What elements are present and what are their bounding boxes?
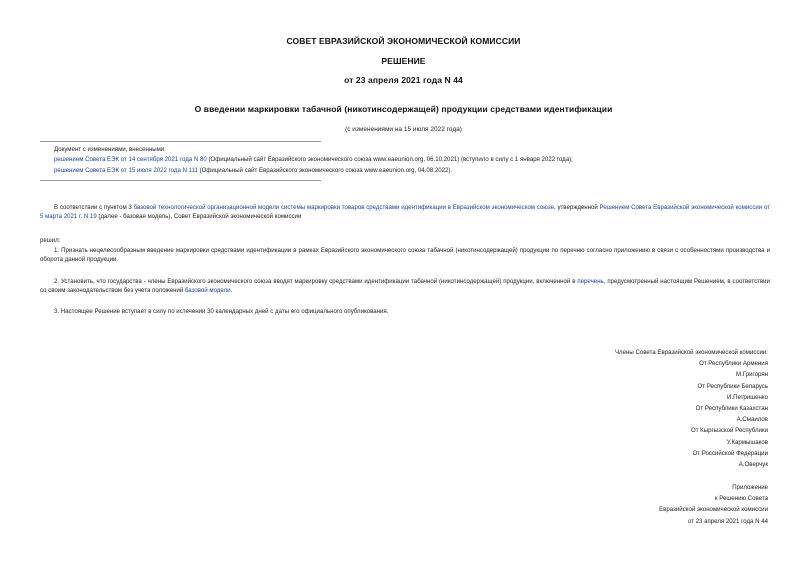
changes-item: [54, 166, 452, 176]
appendix-line: Евразийской экономической комиссии: [659, 506, 768, 514]
appendix-line: к Решению Совета: [714, 495, 768, 503]
organization-heading: СОВЕТ ЕВРАЗИЙСКОЙ ЭКОНОМИЧЕСКОЙ КОМИССИИ: [286, 36, 521, 46]
signature-country: От Российской Федерации: [692, 449, 768, 457]
appendix-line: от 23 апреля 2021 года N 44: [687, 517, 768, 525]
base-model-link[interactable]: базовой технологической организационной модели системы маркировки товаров средствами идентификации в Евразийском экономическом союзе: [133, 204, 554, 211]
paragraph-2-text: .: [230, 287, 233, 294]
document-title: О введении маркировки табачной (никотинсодержащей) продукции средствами идентификации: [194, 104, 613, 114]
signature-country: От Кыргызской Республики: [690, 427, 768, 435]
paragraph-2-text: , предусмотренный настоящим Решением, в соответствии со своим законодательством без учета положений: [40, 278, 770, 294]
paragraph-3-text: 3. Настоящее Решение вступает в силу по истечении 30 календарных дней с даты его официального опубликования.: [54, 308, 389, 315]
change-link-decision-111[interactable]: решением Совета ЕЭК от 15 июля 2022 года N 111: [54, 167, 198, 174]
changes-item: [54, 155, 573, 165]
date-number-heading: от 23 апреля 2021 года N 44: [344, 75, 463, 85]
signature-name: М.Григорян: [736, 371, 768, 379]
change-item-text: (Официальный сайт Евразийского экономического союза www.eaeunion.org, 06.10.2021) (вступило в силу с 1 января 2022 года);: [206, 156, 573, 163]
signature-country: От Республики Казахстан: [695, 405, 768, 413]
preamble-text: , утвержденной: [554, 204, 600, 211]
list-link[interactable]: перечень: [577, 278, 604, 285]
decided-label: решил:: [40, 237, 61, 244]
changes-top-divider: [40, 141, 321, 142]
signature-country: От Республики Беларусь: [697, 382, 768, 390]
signature-name: У.Кармышаков: [726, 438, 768, 446]
paragraph-1: [40, 246, 770, 264]
signature-country: От Республики Армения: [699, 360, 768, 368]
preamble-paragraph: [40, 203, 770, 221]
signatures-block: [615, 347, 768, 470]
paragraph-2-text: 2. Установить, что государства - члены Евразийского экономического союза вводят маркировку средствами идентификации табачной (никотинсодержащей) продукции, включенной в: [54, 278, 578, 285]
amendments-note: (с изменениями на 15 июля 2022 года): [345, 126, 462, 133]
changes-intro: Документ с изменениями, внесенными:: [54, 146, 166, 153]
decision-19-link[interactable]: Решением Совета Евразийской экономической комиссии от 5 марта 2021 г. N 19: [40, 204, 770, 220]
appendix-line: Приложение: [732, 484, 768, 491]
preamble-text: В соответствии с пунктом 3: [54, 204, 134, 211]
changes-bottom-divider: [40, 180, 321, 181]
change-item-text: (Официальный сайт Евразийского экономического союза www.eaeunion.org, 04.08.2022).: [197, 167, 453, 174]
paragraph-1-text: 1. Признать нецелесообразным введение маркировки средствами идентификации в рамках Евразийского экономического союза табачной (никотинсодержащей) продукции по перечню согласно приложению в связи с особенностями производства и оборота данной продукции.: [40, 247, 770, 263]
preamble-text: (далее - базовая модель), Совет Евразийской экономической комиссии: [96, 213, 302, 220]
signature-name: А.Оверчук: [738, 461, 768, 469]
signature-name: А.Смаилов: [736, 416, 768, 424]
paragraph-2: [40, 277, 770, 295]
change-link-decision-80[interactable]: решением Совета ЕЭК от 14 сентября 2021 года N 80: [54, 156, 207, 163]
document-type-heading: РЕШЕНИЕ: [381, 56, 426, 66]
paragraph-3: [40, 307, 770, 316]
signature-name: И.Петришенко: [727, 393, 768, 401]
base-model-link-2[interactable]: базовой модели: [184, 287, 231, 294]
signatures-heading: Члены Совета Евразийской экономической комиссии:: [615, 349, 768, 356]
appendix-block: [659, 482, 768, 527]
